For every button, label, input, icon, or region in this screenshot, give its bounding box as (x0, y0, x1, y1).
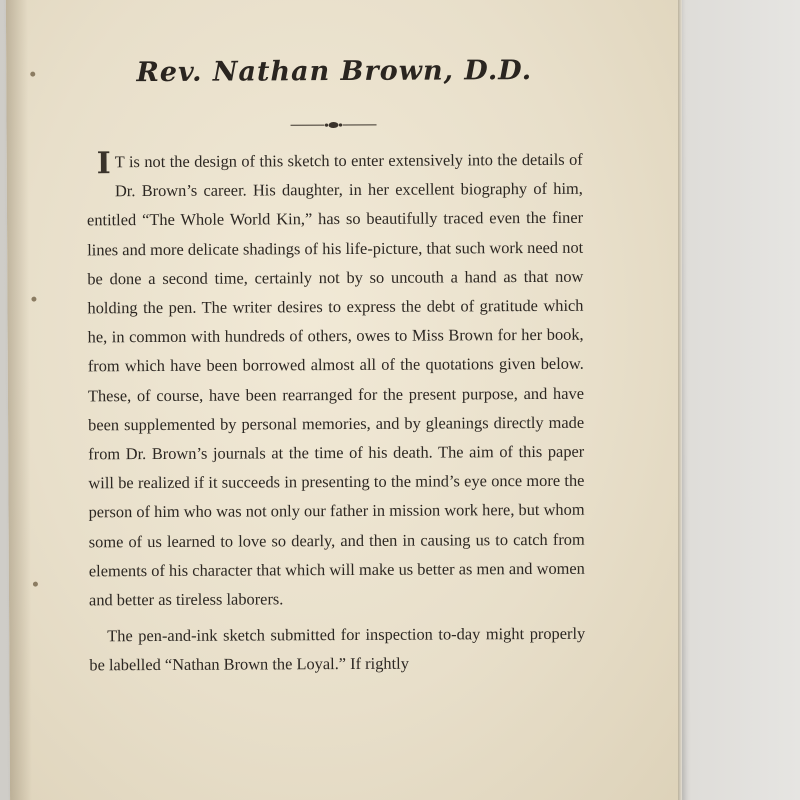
binding-shadow (6, 0, 32, 800)
stitch-hole (31, 297, 36, 302)
stitch-hole (33, 582, 38, 587)
paragraph-one (87, 145, 585, 615)
page-edge (678, 0, 682, 800)
page-title: Rev. Nathan Brown, D.D. (136, 55, 533, 89)
drop-cap: I (96, 146, 111, 182)
book-page (6, 0, 682, 800)
body-text (87, 145, 586, 680)
paragraph-two: The pen-and-ink sketch submitted for inspection to-day might properly be labelled “Nathan Brown the Loyal.” If rightly (89, 623, 586, 675)
scroll-ornament-icon (288, 118, 378, 132)
paragraph-one-text: T is not the design of this sketch to enter extensively into the details of Dr. Brown’s career. His daughter, in her excellent biography of him, entitled “The Whole World Kin,” has so beautifully traced even the finer lines and more delicate shadings of his life-picture, that such work need not be done a second time, certainly not by so uncouth a hand as that now holding the pen. The writer desires to express the debt of gratitude which he, in common with hundreds of others, owes to Miss Brown for her book, from which have been borrowed almost all of the quotations given below. These, of course, have been rearranged for the present purpose, and have been supplemented by personal memories, and by gleanings directly made from Dr. Brown’s journals at the time of his death. The aim of this paper will be realized if it succeeds in presenting to the mind’s eye once more the person of him who was not only our father in mission work here, but whom some of us learned to love so dearly, and then in causing us to catch from elements of his character that which will make us better as men and women and better as tireless laborers. (86, 149, 585, 610)
